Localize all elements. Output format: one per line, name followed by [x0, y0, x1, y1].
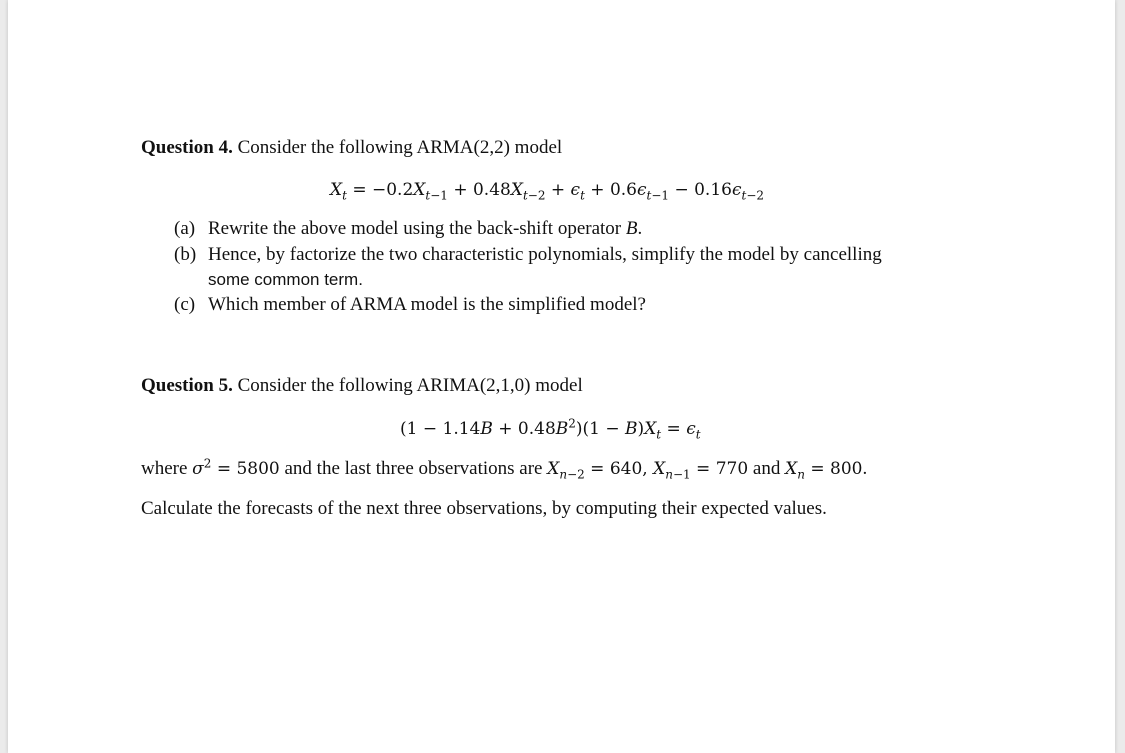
x-n-minus-1-value: 770 — [715, 459, 749, 479]
part-a-text — [208, 217, 642, 241]
given-values-line: where $\sigma^2 = 5800$ and the last three observations are $X_{n-2} = 640$, $X_{n-1} = 770$ and $X_n = 800$. — [141, 456, 868, 482]
question-5-title: Question 5. — [141, 375, 233, 396]
question-4-intro: Consider the following ARMA(2,2) model — [237, 137, 563, 158]
backshift-operator: B — [625, 218, 638, 239]
arima-equation: $(1 - 1.14B + 0.48B^2)(1 - B)X_t = \epsilon_t$ — [400, 416, 701, 442]
x-n-value: 800 — [830, 459, 863, 479]
question-4-title: Question 4. — [141, 137, 233, 158]
given-prefix: where — [141, 458, 188, 479]
x-n-minus-2-value: 640 — [609, 459, 643, 479]
question-4-header — [141, 136, 562, 160]
given-period: . — [862, 458, 868, 479]
and-word: and — [752, 458, 781, 479]
question-5-instruction: Calculate the forecasts of the next three observations, by computing their expected values. — [141, 498, 827, 519]
sigma-squared-value: 5800 — [236, 459, 280, 479]
given-mid-text: and the last three observations are — [284, 458, 543, 479]
part-b-label: (b) — [174, 244, 197, 265]
part-a-period: . — [637, 218, 643, 239]
question-5-intro: Consider the following ARIMA(2,1,0) model — [237, 375, 583, 396]
document-page — [8, 0, 1115, 753]
part-c-text: Which member of ARMA model is the simplified model? — [208, 294, 646, 315]
part-b-text: Hence, by factorize the two characteristic polynomials, simplify the model by cancelling — [208, 244, 882, 265]
part-a-label: (a) — [174, 218, 196, 239]
part-a-body: Rewrite the above model using the back-shift operator — [208, 218, 622, 239]
part-c-label: (c) — [174, 294, 196, 315]
part-b-text-continued: some common term. — [208, 270, 363, 289]
question-5-header — [141, 374, 583, 398]
arma-equation: $X_t = -0.2X_{t-1} + 0.48X_{t-2} + \epsilon_t + 0.6\epsilon_{t-1} - 0.16\epsilon_{t-2}$ — [330, 180, 765, 203]
